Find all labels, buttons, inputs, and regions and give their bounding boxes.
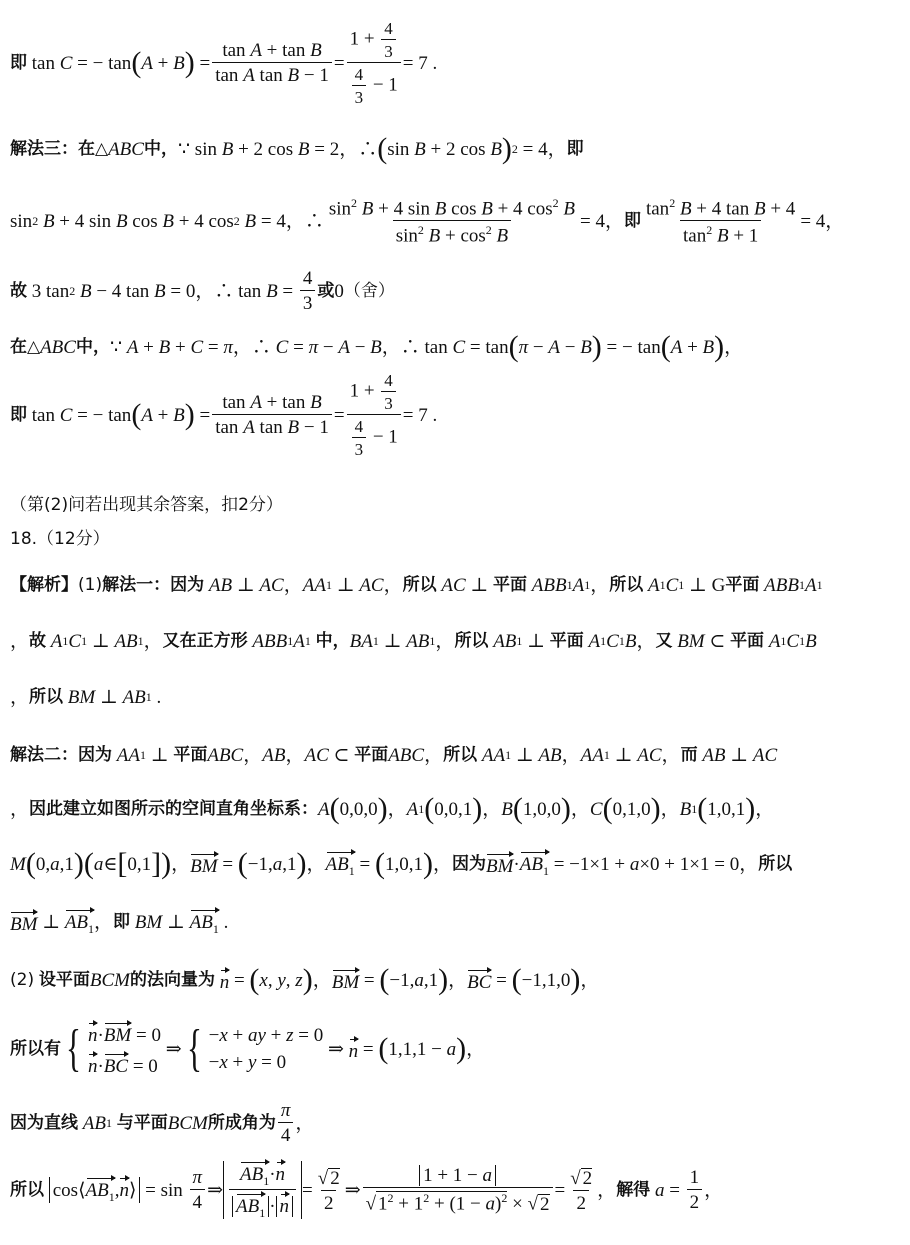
text-line-2: 解法三：在△ ABC 中， ∵ sin B + 2 cos B = 2，∴ ( sin B + 2 cos B ) 2 = 4， 即	[10, 132, 584, 165]
text-line-3: sin 2 B + 4 sin B cos B + 4 cos 2 B = 4，∴ $\frac{\sin^2 B + 4 \sin B \cos B + 4 \cos^2 B}{\sin^2 B + \cos^2 B}$ = 4， 即 $\frac{\tan^2 B + 4 \tan B + 4}{\tan^2 B + 1}$ = 4，	[10, 195, 845, 247]
text-line-19: 所以 $\cos⟨AB_1,n⟩$ = sin $\frac{\pi}{4}$ ⇒ $\frac{AB_1\cdot n}{AB_1 \cdot n}$ = $\frac{√ 2}{2}$ ⇒ $\frac{1 + 1 - a}{√ 1^2 + 1^2 + (1 - a)^2 \times √ 2}$ = $\frac{√ 2}{2}$ ， 解得 a = $\frac{1}{2}$ ，	[10, 1152, 902, 1228]
text-line-1: 即 tan C = − tan ( A + B ) = $\frac{\text{tan A + tan B}}{\text{tan A tan B − 1}}$ = 1 + $\frac{4}{3}$ $\frac{4}{3}$ − 1 = 7 .	[10, 19, 438, 107]
text-line-11: ， 所以 BM ⊥ AB 1 .	[10, 686, 162, 708]
text-line-9: 【解析】 (1) 解法一：因为 AB ⊥ AC ， AA 1 ⊥ AC ， 所以 AC ⊥ 平面 ABB 1 A 1 ， 所以 A 1 C 1 ⊥ G 平面 ABB 1 A 1	[10, 574, 823, 596]
text-line-6: 即 tan C = − tan ( A + B ) = $\frac{\text{tan A + tan B}}{\text{tan A tan B − 1}}$ = 1 + $\frac{4}{3}$ $\frac{4}{3}$ − 1 = 7 .	[10, 371, 438, 459]
text-line-4: 故 3 tan 2 B − 4 tan B = 0，∴ tan B = $\frac{4}{3}$ 或 0 （舍）	[10, 268, 395, 314]
text-line-12: 解法二：因为 AA 1 ⊥ 平面 ABC ， AB ， AC ⊂ 平面 ABC ， 所以 AA 1 ⊥ AB ， AA 1 ⊥ AC ， 而 AB ⊥ AC	[10, 744, 778, 766]
text-line-16: (2) 设平面 BCM 的法向量为 n = ( x , y , z ) ， BM = ( −1, a ,1 ) ， BC = ( −1,1,0 ) ，	[10, 963, 600, 996]
text-line-7: （第(2)问若出现其余答案，扣2分）	[10, 494, 283, 515]
text-line-10: ， 故 A 1 C 1 ⊥ AB 1 ， 又在正方形 ABB 1 A 1 中， BA 1 ⊥ AB 1 ， 所以 AB 1 ⊥ 平面 A 1 C 1 B ， 又 BM ⊂ 平面 A 1 C 1 B	[10, 630, 817, 652]
text-line-14: M ( 0, a ,1 )( a ∈ [ 0,1 ]) ， BM = ( −1, a ,1 ) ， $AB_1$ = ( 1,0,1 ) ， 因为 BM · $AB_1$ = −1×1 + a ×0 + 1×1 = 0， 所以	[10, 847, 793, 880]
text-line-13: ， 因此建立如图所示的空间直角坐标系： A ( 0,0,0 ) ， A 1 ( 0,0,1 ) ， B ( 1,0,0 ) ， C ( 0,1,0 ) ， B 1 ( 1,0,1 ) ，	[10, 792, 775, 825]
text-line-18: 因为直线 AB 1 与平面 BCM 所成角为 $\frac{\pi}{4}$ ，	[10, 1100, 315, 1146]
text-line-5: 在△ ABC 中， ∵ A + B + C = π ，∴ C = π − A − B ，∴ tan C = tan ( π − A − B ) = − tan ( A + B ) ，	[10, 330, 744, 363]
text-line-15: BM ⊥ $AB_1$ ， 即 BM ⊥ $AB_1$ .	[10, 906, 902, 938]
text-line-8: 18.（12分）	[10, 528, 110, 549]
text-line-17: 所以有 { n·BM = 0 n·BC = 0 ⇒ { −x + ay + z = 0 −x + y = 0 ⇒ n = ( 1,1,1 − a ) ，	[10, 1020, 486, 1077]
